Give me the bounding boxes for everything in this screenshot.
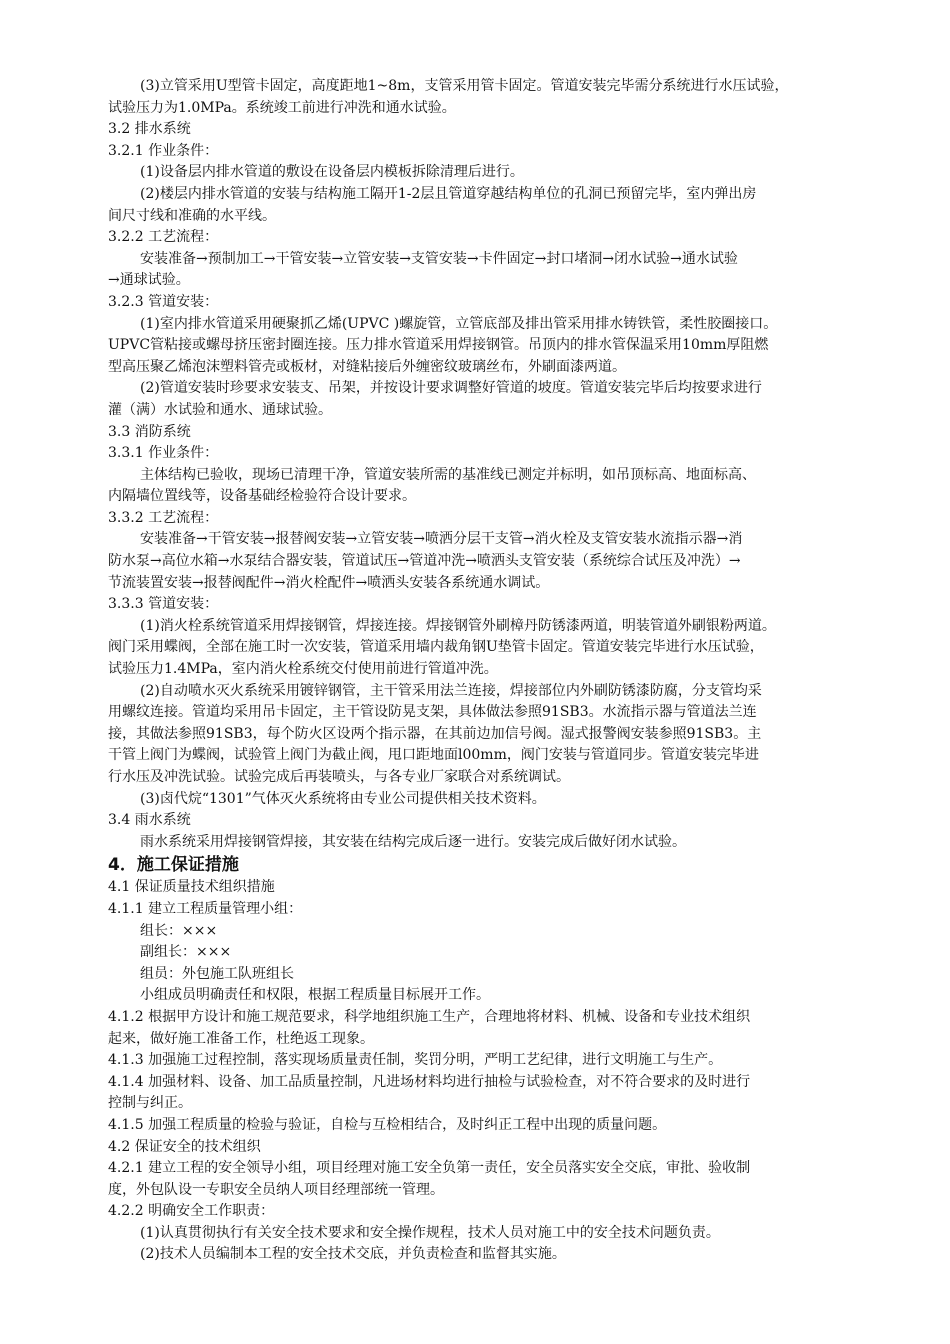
text-line: 试验压力为1.0MPa。系统竣工前进行冲洗和通水试验。: [108, 99, 456, 116]
text-line: (2)管道安装时珍要求安装支、吊架，并按设计要求调整好管道的坡度。管道安装完毕后均按要求进行: [140, 380, 762, 397]
text-line: (1)认真贯彻执行有关安全技术要求和安全操作规程，技术人员对施工中的安全技术问题负责。: [140, 1224, 720, 1241]
text-line: (2)楼层内排水管道的安装与结构施工隔开1-2层且管道穿越结构单位的孔洞已预留完毕，室内弹出房: [140, 185, 757, 202]
text-line: 用螺纹连接。管道均采用吊卡固定，主干管设防晃支架，具体做法参照91SB3。水流指示器与管道法兰连: [108, 704, 757, 721]
text-line: 度，外包队设一专职安全员纳人项目经理部统一管理。: [108, 1181, 444, 1198]
text-line: 试验压力1.4MPa，室内消火栓系统交付使用前进行管道冲洗。: [108, 661, 498, 678]
text-line: 内隔墙位置线等，设备基础经检验符合设计要求。: [108, 488, 416, 505]
subsection-heading: 3.3 消防系统: [108, 423, 191, 440]
text-line: 灌（满）水试验和通水、通球试验。: [108, 401, 332, 418]
text-line: 4.1.3 加强施工过程控制，落实现场质量责任制，奖罚分明，严明工艺纪律，进行文明施工与生产。: [108, 1052, 723, 1069]
text-line: (2)技术人员编制本工程的安全技术交底，并负责检查和监督其实施。: [140, 1246, 566, 1263]
text-line: 行水压及冲洗试验。试验完成后再装喷头，与各专业厂家联合对系统调试。: [108, 769, 570, 785]
text-line: (1)室内排水管道采用硬聚抓乙烯(UPVC )螺旋管，立管底部及排出管采用排水铸铁管，柔性胶圈接口。: [140, 315, 778, 332]
text-line: 副组长：×××: [140, 944, 232, 961]
text-line: 组长：×××: [140, 922, 218, 939]
text-line: 组员：外包施工队班组长: [140, 965, 294, 982]
subsection-heading: 4.2 保证安全的技术组织: [108, 1138, 261, 1155]
clause-heading: 3.2.1 作业条件：: [108, 142, 219, 159]
text-line: 4.2.1 建立工程的安全领导小组，项目经理对施工安全负第一责任，安全员落实安全交底，审批、验收制: [108, 1160, 751, 1177]
text-line: 主体结构已验收，现场已清理干净，管道安装所需的基准线已测定并标明，如吊顶标高、地面标高、: [140, 466, 756, 483]
subsection-heading: 4.1 保证质量技术组织措施: [108, 879, 275, 896]
text-line: UPVC管粘接或螺母挤压密封圈连接。压力排水管道采用焊接钢管。吊顶内的排水管保温采用10mm厚阻燃: [108, 337, 769, 354]
clause-heading: 4.1.1 建立工程质量管理小组：: [108, 900, 303, 917]
text-line: 安装准备→预制加工→干管安装→立管安装→支管安装→卡件固定→封口堵洞→闭水试验→通水试验: [140, 250, 738, 267]
clause-heading: 4.2.2 明确安全工作职责：: [108, 1203, 275, 1220]
text-line: (1)消火栓系统管道采用焊接钢管，焊接连接。焊接钢管外刷樟丹防锈漆两道，明装管道外刷银粉两道。: [140, 617, 776, 634]
text-line: 间尺寸线和准确的水平线。: [108, 207, 276, 224]
text-line: →通球试验。: [108, 272, 190, 289]
text-line: (2)自动喷水灭火系统采用镀锌钢管，主干管采用法兰连接，焊接部位内外刷防锈漆防腐，分支管均采: [140, 682, 762, 699]
subsection-heading: 3.4 雨水系统: [108, 812, 191, 829]
clause-heading: 3.2.2 工艺流程：: [108, 229, 219, 246]
clause-heading: 3.3.2 工艺流程：: [108, 509, 219, 526]
text-line: 雨水系统采用焊接钢管焊接，其安装在结构完成后逐一进行。安装完成后做好闭水试验。: [140, 833, 686, 850]
text-line: 小组成员明确责任和权限，根据工程质量目标展开工作。: [140, 987, 490, 1004]
text-line: 4.1.5 加强工程质量的检验与验证，自检与互检相结合，及时纠正工程中出现的质量问题。: [108, 1116, 667, 1133]
text-line: 型高压聚乙烯泡沫塑料管壳或板材，对缝粘接后外缠密纹玻璃丝布，外刷面漆两道。: [108, 358, 626, 375]
text-line: 4.1.4 加强材料、设备、加工品质量控制，凡进场材料均进行抽检与试验检查，对不符合要求的及时进行: [108, 1073, 751, 1090]
text-line: (1)设备层内排水管道的敷设在设备层内模板拆除清理后进行。: [140, 164, 524, 181]
text-line: 阀门采用蝶阀，全部在施工时一次安装，管道采用墙内裁角钢U垫管卡固定。管道安装完毕进行水压试验，: [108, 639, 764, 656]
text-line: 防水泵→高位水箱→水泵结合器安装，管道试压→管道冲洗→喷洒头支管安装（系统综合试压及冲洗）→: [108, 553, 741, 570]
text-line: 接，其做法参照91SB3，每个防火区设两个指示器，在其前边加信号阀。湿式报警阀安装参照91SB3。主: [108, 725, 762, 742]
subsection-heading: 3.2 排水系统: [108, 121, 191, 138]
text-line: (3)立管采用U型管卡固定，高度距地1~8m，支管采用管卡固定。管道安装完毕需分系统进行水压试验，: [140, 78, 789, 94]
text-line: 安装准备→干管安装→报替阀安装→立管安装→喷洒分层干支管→消火栓及支管安装水流指示器→消: [140, 531, 743, 548]
clause-heading: 3.2.3 管道安装：: [108, 293, 219, 310]
text-line: (3)卤代烷“1301”气体灭火系统将由专业公司提供相关技术资料。: [140, 790, 546, 807]
text-line: 起来，做好施工准备工作，杜绝返工现象。: [108, 1030, 374, 1047]
text-line: 4.1.2 根据甲方设计和施工规范要求，科学地组织施工生产，合理地将材料、机械、设备和专业技术组织: [108, 1008, 751, 1025]
clause-heading: 3.3.3 管道安装：: [108, 596, 219, 613]
text-line: 节流装置安装→报替阀配件→消火栓配件→喷洒头安装各系统通水调试。: [108, 574, 550, 591]
clause-heading: 3.3.1 作业条件：: [108, 445, 219, 462]
text-line: 干管上阀门为蝶阀，试验管上阀门为截止阀，甩口距地面l00mm，阀门安装与管道同步。管道安装完毕进: [108, 747, 759, 764]
text-line: 控制与纠正。: [108, 1095, 192, 1112]
document-body: [108, 76, 888, 1266]
section-heading: 4．施工保证措施: [108, 855, 239, 876]
